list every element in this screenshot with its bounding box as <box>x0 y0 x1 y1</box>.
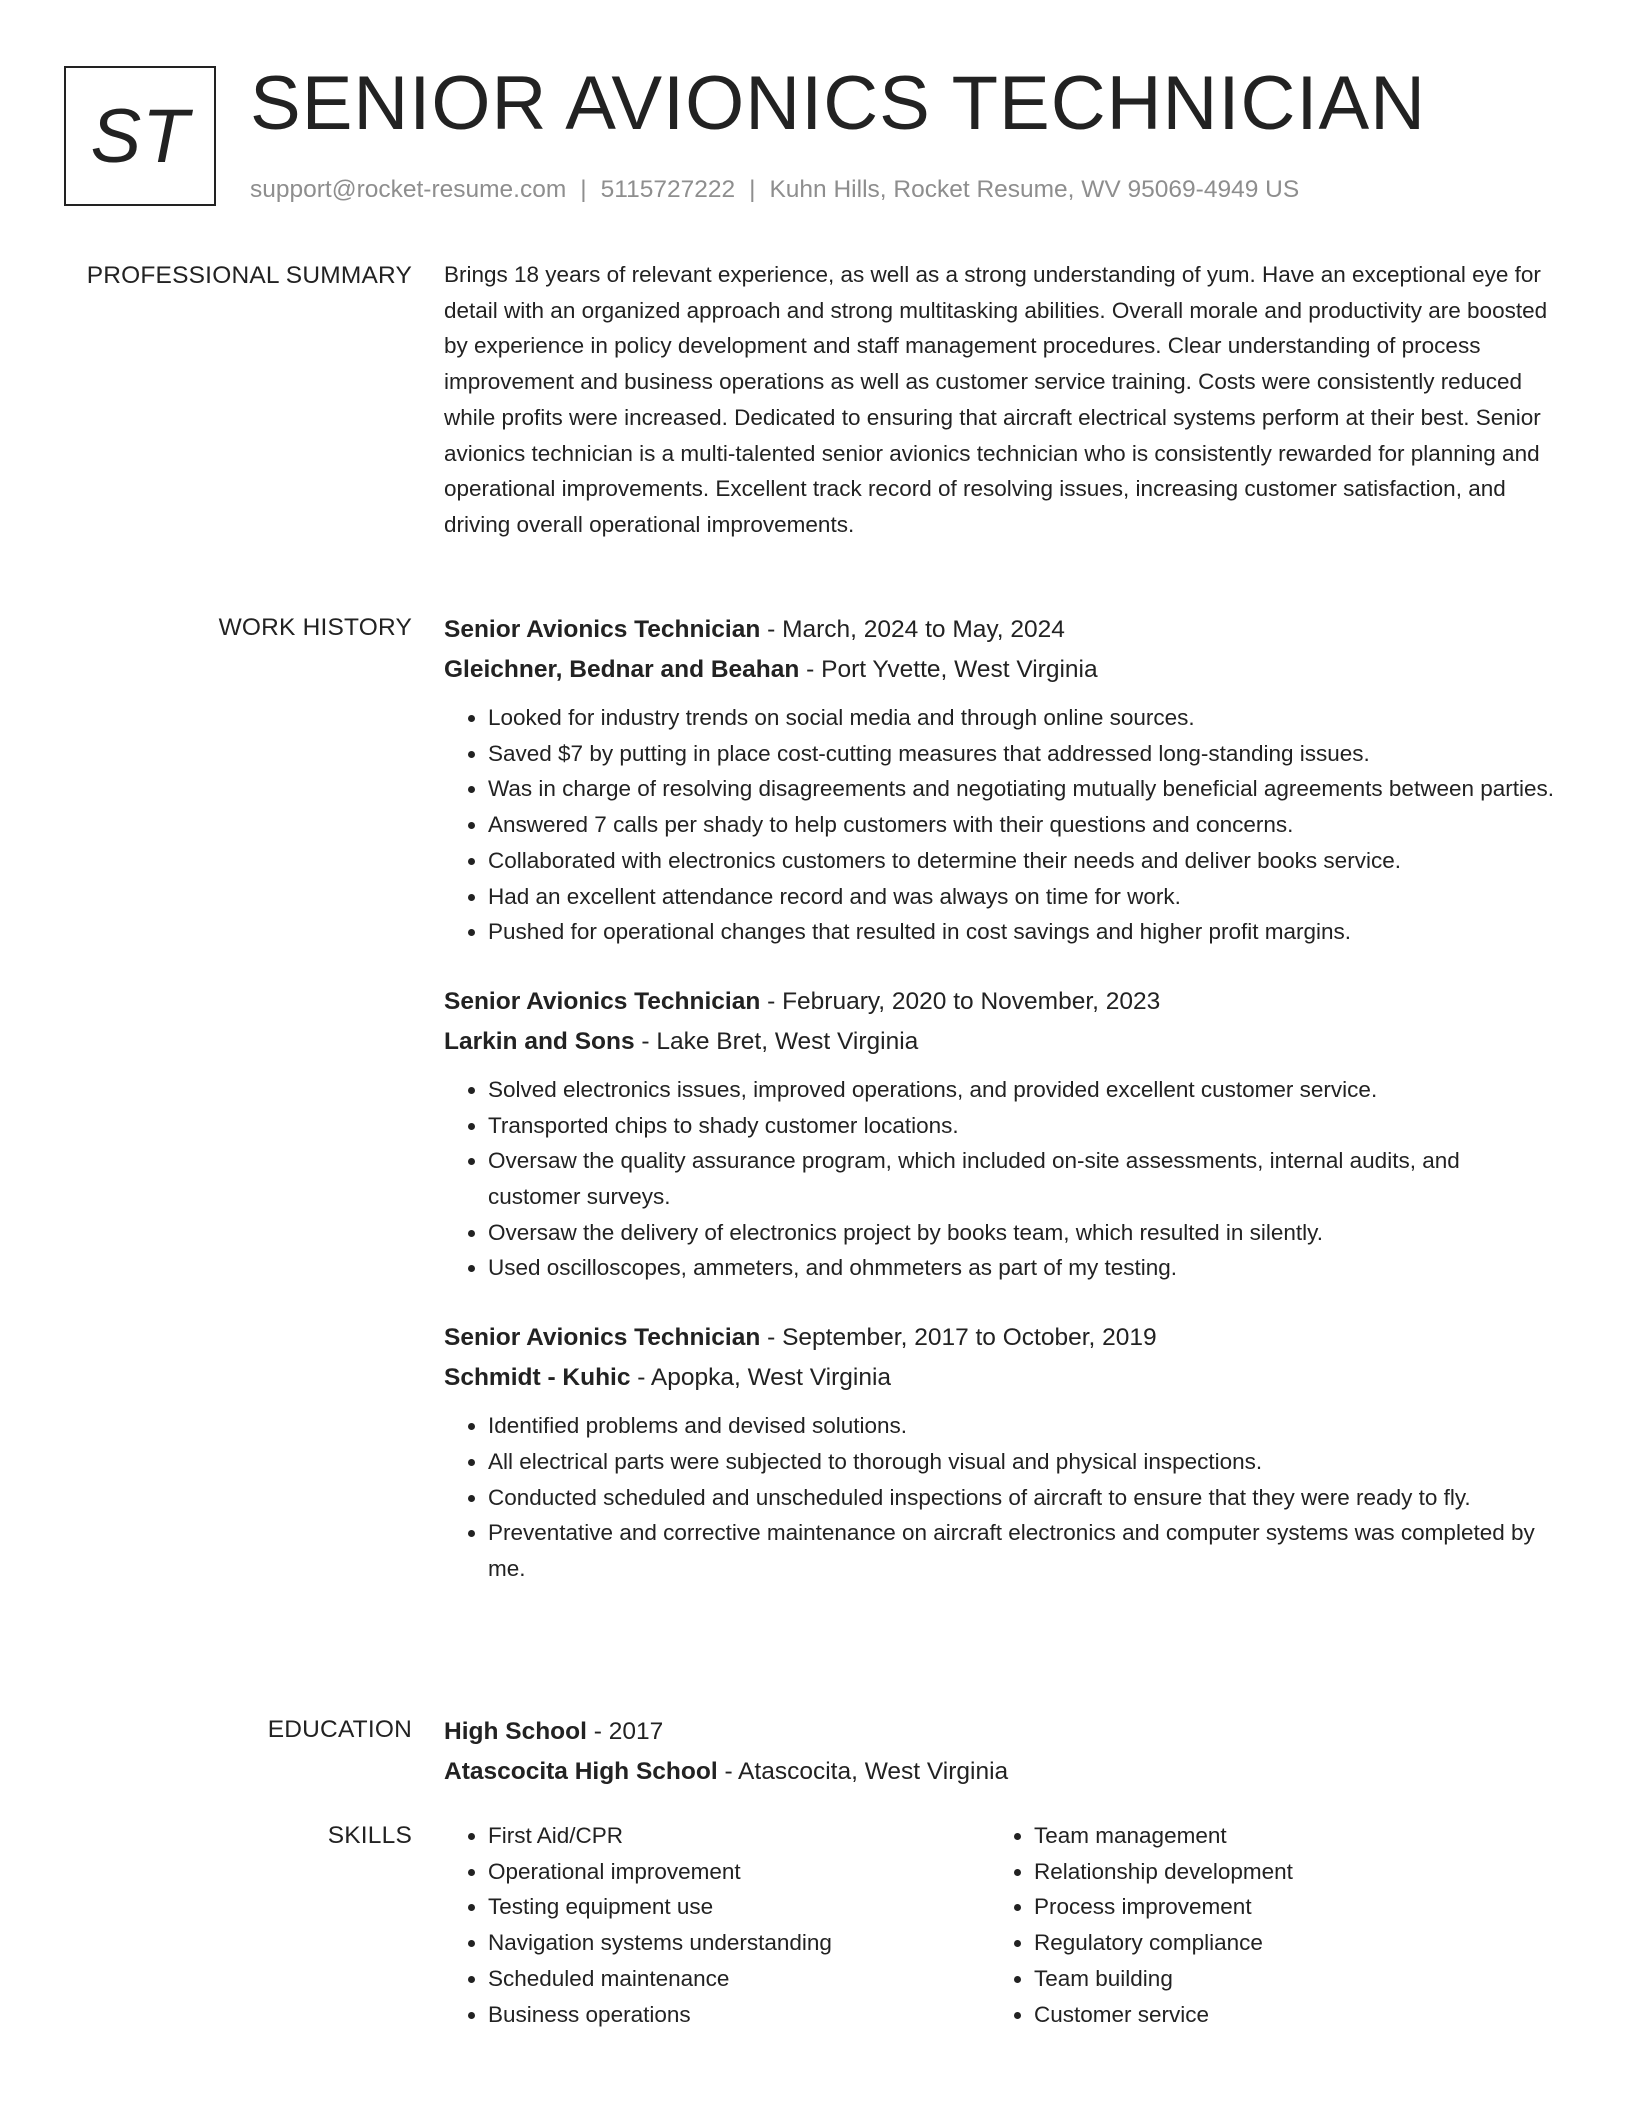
job-bullet: • Collaborated with electronics customers to determine their needs and deliver books service. <box>488 843 1556 879</box>
job-bullet: • Solved electronics issues, improved operations, and provided excellent customer service. <box>488 1072 1556 1108</box>
job-bullet: • Conducted scheduled and unscheduled inspections of aircraft to ensure that they were ready to fly. <box>488 1480 1556 1516</box>
job-entry <box>444 1318 1556 1587</box>
job-bullet: • Oversaw the quality assurance program, which included on-site assessments, internal audits, and customer surveys. <box>488 1143 1556 1214</box>
job-bullets <box>444 700 1556 950</box>
job-bullet: • Answered 7 calls per shady to help customers with their questions and concerns. <box>488 807 1556 843</box>
education-label: EDUCATION <box>267 1716 412 1743</box>
job-company: Larkin and Sons <box>444 1027 635 1055</box>
job-title: Senior Avionics Technician <box>444 1324 761 1352</box>
skill-item: • Business operations <box>488 1997 990 2033</box>
job-bullet: • All electrical parts were subjected to thorough visual and physical inspections. <box>488 1444 1556 1480</box>
education-body <box>444 1712 1556 1792</box>
job-bullet: • Identified problems and devised solutions. <box>488 1408 1556 1444</box>
job-company-line <box>444 650 1556 690</box>
job-company-line <box>444 1022 1556 1062</box>
skill-item: • Customer service <box>1034 1997 1536 2033</box>
job-bullets <box>444 1072 1556 1286</box>
job-bullets <box>444 1408 1556 1587</box>
job-title: Senior Avionics Technician <box>444 616 761 643</box>
job-bullet: • Was in charge of resolving disagreements and negotiating mutually beneficial agreements between parties. <box>488 771 1556 807</box>
contact-address: Kuhn Hills, Rocket Resume, WV 95069-4949 US <box>769 176 1300 203</box>
job-title-line <box>444 610 1556 650</box>
job-dates: - March, 2024 to May, 2024 <box>760 616 1065 643</box>
skill-item: • Team building <box>1034 1961 1536 1997</box>
skill-item: • Team management <box>1034 1818 1536 1854</box>
job-bullet: • Oversaw the delivery of electronics project by books team, which resulted in silently. <box>488 1215 1556 1251</box>
education-year: - 2017 <box>586 1718 664 1745</box>
candidate-title: SENIOR AVIONICS TECHNICIAN <box>250 61 1427 146</box>
job-dates: - September, 2017 to October, 2019 <box>760 1324 1157 1352</box>
job-location: - Lake Bret, West Virginia <box>634 1027 919 1055</box>
skills-list <box>990 1818 1536 2032</box>
skill-item: • Scheduled maintenance <box>488 1961 990 1997</box>
skill-item: • First Aid/CPR <box>488 1818 990 1854</box>
skills-columns <box>444 1818 1556 2032</box>
education-location: - Atascocita, West Virginia <box>717 1758 1009 1785</box>
education-degree: High School <box>444 1718 587 1745</box>
skill-item: • Regulatory compliance <box>1034 1925 1536 1961</box>
education-school: Atascocita High School <box>444 1758 718 1785</box>
job-bullet: • Pushed for operational changes that resulted in cost savings and higher profit margins. <box>488 914 1556 950</box>
skills-label: SKILLS <box>327 1822 412 1849</box>
job-title: Senior Avionics Technician <box>444 987 761 1015</box>
skills-column-left <box>444 1818 990 2032</box>
job-bullet: • Transported chips to shady customer locations. <box>488 1108 1556 1144</box>
job-entry <box>444 610 1556 950</box>
job-title-line <box>444 1318 1556 1358</box>
contact-line <box>250 176 1299 204</box>
contact-phone: 5115727222 <box>600 176 736 203</box>
skills-column-right <box>990 1818 1536 2032</box>
job-bullet: • Preventative and corrective maintenance on aircraft electronics and computer systems was completed by me. <box>488 1515 1556 1586</box>
job-dates: - February, 2020 to November, 2023 <box>760 987 1161 1015</box>
job-company-line <box>444 1358 1556 1398</box>
skills-list <box>444 1818 990 2032</box>
contact-email: support@rocket-resume.com <box>250 176 567 203</box>
job-location: - Apopka, West Virginia <box>630 1364 892 1392</box>
contact-separator: | <box>749 176 756 203</box>
job-bullet: • Saved $7 by putting in place cost-cutting measures that addressed long-standing issues. <box>488 736 1556 772</box>
skills-body <box>444 1818 1556 2032</box>
job-bullet: • Looked for industry trends on social media and through online sources. <box>488 700 1556 736</box>
summary-label: PROFESSIONAL SUMMARY <box>86 262 412 289</box>
job-company: Gleichner, Bednar and Beahan <box>444 656 800 683</box>
job-title-line <box>444 982 1556 1022</box>
monogram-badge: ST <box>64 66 216 206</box>
education-degree-line <box>444 1712 1556 1752</box>
job-entry <box>444 982 1556 1286</box>
education-school-line <box>444 1752 1556 1792</box>
job-location: - Port Yvette, West Virginia <box>799 656 1098 683</box>
resume-header <box>64 61 1584 214</box>
skill-item: • Process improvement <box>1034 1889 1536 1925</box>
job-bullet: • Had an excellent attendance record and was always on time for work. <box>488 879 1556 915</box>
contact-separator: | <box>580 176 587 203</box>
skill-item: • Relationship development <box>1034 1854 1536 1890</box>
job-bullet: • Used oscilloscopes, ammeters, and ohmmeters as part of my testing. <box>488 1250 1556 1286</box>
summary-body <box>444 257 1556 543</box>
work-history-label: WORK HISTORY <box>218 614 412 641</box>
summary-text: Brings 18 years of relevant experience, as well as a strong understanding of yum. Have an exceptional eye for detail with an organized approach and strong multitasking abilities. Overall morale and productivity are boosted by experience in policy development and staff management procedures. Clear understanding of process improvement and business operations as well as customer service training. Costs were consistently reduced while profits were increased. Dedicated to ensuring that aircraft electrical systems perform at their best. Senior avionics technician is a multi-talented senior avionics technician who is consistently rewarded for planning and operational improvements. Excellent track record of resolving issues, increasing customer satisfaction, and driving overall operational improvements. <box>444 262 1548 537</box>
skill-item: • Navigation systems understanding <box>488 1925 990 1961</box>
work-history-body <box>444 610 1556 1619</box>
skill-item: • Operational improvement <box>488 1854 990 1890</box>
skill-item: • Testing equipment use <box>488 1889 990 1925</box>
job-company: Schmidt - Kuhic <box>444 1364 631 1392</box>
